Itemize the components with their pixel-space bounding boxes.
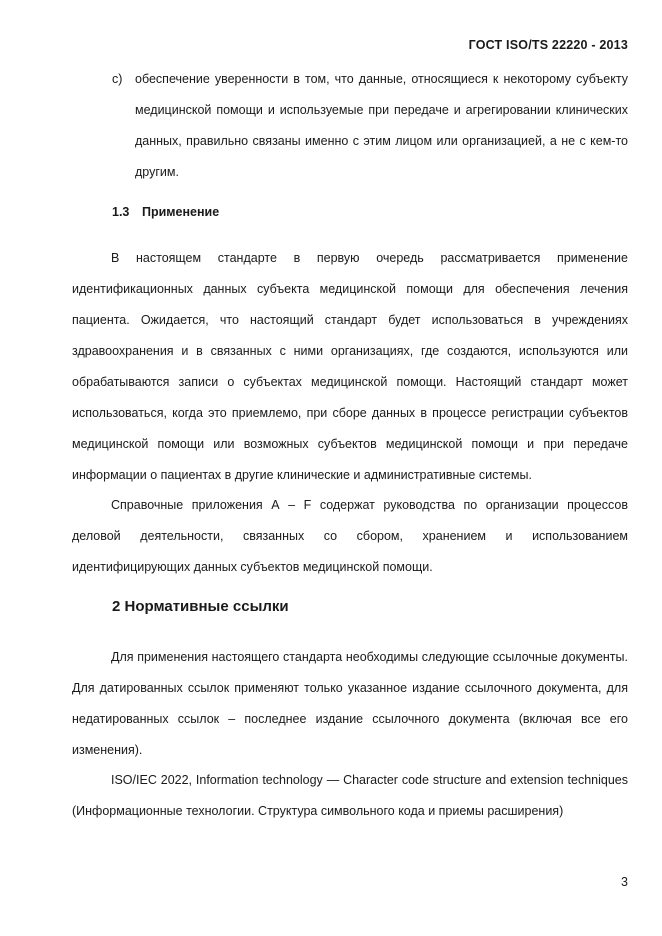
paragraph-reference-iso-iec-2022: ISO/IEC 2022, Information technology — Character code structure and extension techniques (Информационные технологии. Структура символьного кода и приемы расширения) (72, 773, 628, 818)
section-2-heading: 2 Нормативные ссылки (112, 598, 289, 615)
list-item-label: с) (112, 72, 123, 86)
section-number: 1.3 (112, 205, 130, 219)
paragraph-annexes: Справочные приложения А – F содержат руководства по организации процессов деловой деятельности, связанных со сбором, хранением и использованием идентифицирующих данных субъектов медицинской помощи. (72, 498, 628, 574)
list-item-text: обеспечение уверенности в том, что данные, относящиеся к некоторому субъекту медицинской помощи и используемые при передаче и агрегировании клинических данных, правильно связаны именно с этим лицом или организацией, а не с кем-то другим. (135, 72, 628, 179)
paragraph-normative-intro: Для применения настоящего стандарта необходимы следующие ссылочные документы. Для датированных ссылок применяют только указанное издание ссылочного документа, для недатированных ссылок – последнее издание ссылочного документа (включая все его изменения). (72, 650, 628, 757)
section-1-3-heading (112, 205, 219, 219)
section-title: Применение (142, 205, 220, 219)
document-code-header: ГОСТ ISO/TS 22220 - 2013 (468, 38, 628, 52)
page-number: 3 (621, 875, 628, 889)
paragraph-application-scope: В настоящем стандарте в первую очередь рассматривается применение идентификационных данных субъекта медицинской помощи для обеспечения лечения пациента. Ожидается, что настоящий стандарт будет использоваться в учреждениях здравоохранения и в связанных с ними организациях, где создаются, используются или обрабатываются записи о субъектах медицинской помощи. Настоящий стандарт может использоваться, когда это приемлемо, при сборе данных в процессе регистрации субъектов медицинской помощи или возможных субъектов медицинской помощи и при передаче информации о пациентах в другие клинические и административные системы. (72, 251, 628, 482)
